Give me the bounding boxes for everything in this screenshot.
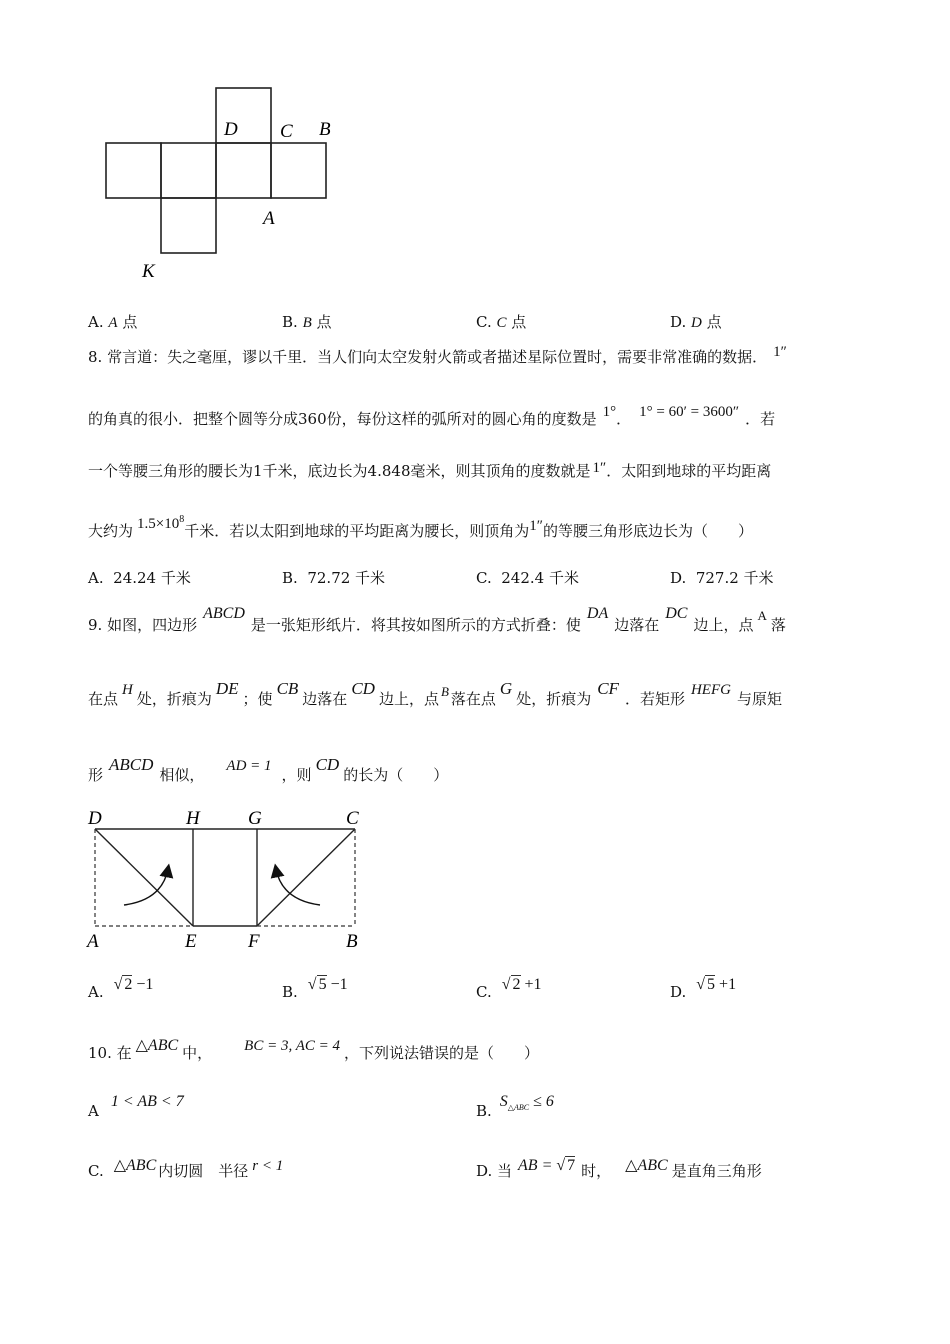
fold-label-g: G [248, 808, 262, 829]
fold-label-b: B [346, 931, 358, 952]
net-label-d: D [224, 119, 238, 140]
q7-option-b[interactable]: B. B 点 [282, 313, 332, 331]
q8-stem-line1: 8. 常言道：失之毫厘，谬以千里．当人们向太空发射火箭或者描述星际位置时，需要非常准确的数据． 1″ [88, 344, 787, 366]
net-square-2 [161, 143, 216, 198]
q9-stem-line2: 在点 H 处，折痕为DE；使CB边落在CD边上，点 B 落在点G处，折痕为CF．若矩形 HEFG 与原矩 [88, 679, 782, 708]
q10-stem: 10. 在 △ABC 中， BC = 3, AC = 4 ，下列说法错误的是（ ） [88, 1037, 539, 1062]
q9-option-a[interactable]: A. √ 2 −1 [88, 976, 154, 1001]
net-square-bottom [161, 198, 216, 253]
net-label-b: B [319, 119, 331, 140]
fold-label-a: A [87, 931, 99, 952]
q10-option-c[interactable]: C. △ABC 内切圆 半径 r < 1 [88, 1157, 284, 1180]
q8-option-d[interactable]: D. 727.2 千米 [670, 569, 774, 587]
q8-option-b[interactable]: B. 72.72 千米 [282, 569, 386, 587]
q7-option-d[interactable]: D. D 点 [670, 313, 722, 331]
q8-stem-line2: 的角真的很小．把整个圆等分成360份，每份这样的弧所对的圆心角的度数是 1°． 1° = 60′ = 3600″ ．若 [88, 404, 776, 428]
q7-option-c[interactable]: C. C 点 [476, 313, 527, 331]
q8-option-a[interactable]: A. 24.24 千米 [88, 569, 191, 587]
q9-stem-line1: 9. 如图，四边形ABCD是一张矩形纸片．将其按如图所示的方式折叠：使DA边落在DC边上，点A落 [88, 605, 786, 634]
fold-label-c: C [346, 808, 359, 829]
q8-option-c[interactable]: C. 242.4 千米 [476, 569, 579, 587]
q9-option-c[interactable]: C. √ 2 +1 [476, 976, 542, 1001]
q9-option-b[interactable]: B. √ 5 −1 [282, 976, 348, 1001]
cube-net-figure [100, 82, 340, 282]
fold-arrow-left [124, 869, 168, 905]
fold-arrow-right [276, 869, 320, 905]
net-square-4 [271, 143, 326, 198]
fold-label-e: E [185, 931, 197, 952]
q10-option-b[interactable]: $B.S_{\triangle ABC} \le 6$ [476, 1093, 554, 1120]
q10-option-a[interactable]: A1 < AB < 7 [88, 1093, 184, 1120]
net-label-k: K [142, 261, 155, 282]
q7-option-a[interactable]: A. A 点 [88, 313, 138, 331]
q8-stem-line3: 一个等腰三角形的腰长为1千米，底边长为4.848毫米，则其顶角的度数就是 1″．太阳到地球的平均距离 [88, 460, 772, 480]
q8-stem-line4: 大约为 $1.5\times 10^8$千米．若以太阳到地球的平均距离为腰长，则顶角为1″的等腰三角形底边长为（ ） [88, 514, 754, 540]
q9-stem-line3: 形ABCD相似， AD = 1 ，则CD的长为（ ） [88, 755, 449, 784]
net-label-c: C [280, 121, 293, 142]
q9-option-d[interactable]: D. √ 5 +1 [670, 976, 737, 1001]
fold-label-h: H [186, 808, 200, 829]
net-label-a: A [263, 208, 275, 229]
q10-option-d[interactable]: D. 当 AB = √ 7 时， △ABC 是直角三角形 [476, 1157, 762, 1180]
net-square-1 [106, 143, 161, 198]
fold-figure [82, 805, 372, 955]
net-square-3 [216, 143, 271, 198]
crease-de [95, 829, 193, 926]
fold-label-d: D [88, 808, 102, 829]
crease-cf [257, 829, 355, 926]
fold-label-f: F [248, 931, 260, 952]
